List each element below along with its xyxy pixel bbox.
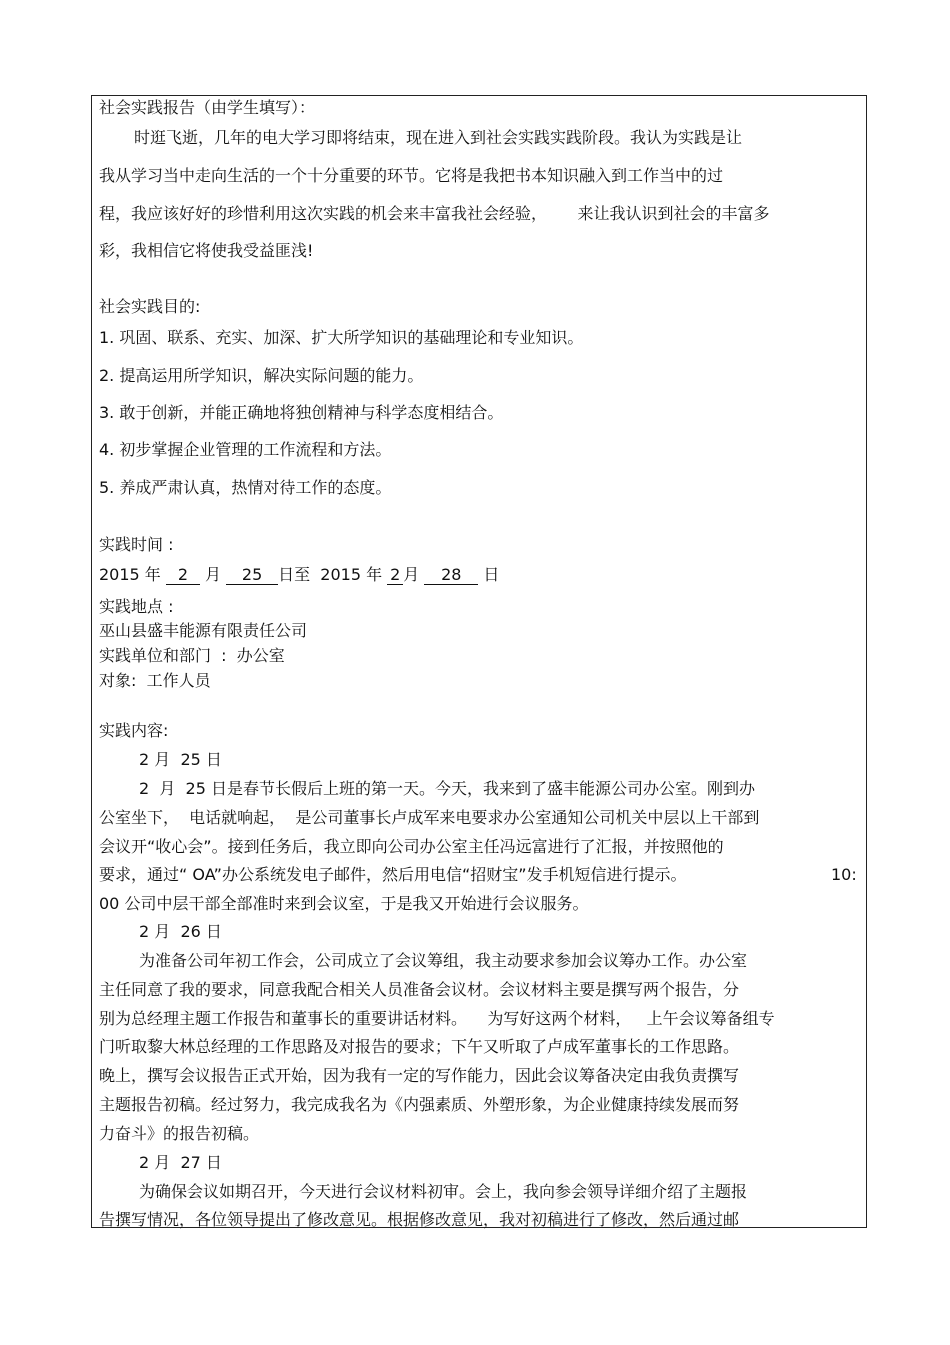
day-label: 日 (483, 565, 500, 584)
day3-title: 2 月 27 日 (139, 1153, 222, 1172)
end-month: 2 (387, 566, 403, 585)
goal-item: 4. 初步掌握企业管理的工作流程和方法。 (99, 440, 392, 459)
content-title: 实践内容: (99, 721, 169, 740)
goal-item: 5. 养成严肃认真，热情对待工作的态度。 (99, 478, 392, 497)
place-title: 实践地点 : (99, 597, 174, 616)
day1-line: 公室坐下， 电话就响起， 是公司董事长卢成军来电要求办公室通知公司机关中层以上干部到 (99, 808, 760, 827)
day3-line: 为确保会议如期召开，今天进行会议材料初审。会上，我向参会领导详细介绍了主题报 (139, 1182, 748, 1201)
intro-line: 程，我应该好好的珍惜利用这次实践的机会来丰富我社会经验， 来让我认识到社会的丰富多 (99, 204, 770, 223)
day2-line: 为准备公司年初工作会，公司成立了会议筹组，我主动要求参加会议筹办工作。办公室 (139, 951, 748, 970)
day2-title: 2 月 26 日 (139, 922, 222, 941)
day3-line: 告撰写情况，各位领导提出了修改意见。根据修改意见，我对初稿进行了修改，然后通过邮 (99, 1210, 740, 1229)
intro-line: 我从学习当中走向生活的一个十分重要的环节。它将是我把书本知识融入到工作当中的过 (99, 166, 724, 185)
place-value: 巫山县盛丰能源有限责任公司 (99, 621, 308, 640)
day1-line: 会议开“收心会”。接到任务后，我立即向公司办公室主任冯远富进行了汇报，并按照他的 (99, 837, 724, 856)
day2-line: 主任同意了我的要求，同意我配合相关人员准备会议材。会议材料主要是撰写两个报告，分 (99, 980, 740, 999)
day1-line: 2 月 25 日是春节长假后上班的第一天。今天，我来到了盛丰能源公司办公室。刚到办 (139, 779, 755, 798)
day1-title: 2 月 25 日 (139, 750, 222, 769)
target-line: 对象: 工作人员 (99, 671, 211, 690)
intro-line: 彩，我相信它将使我受益匪浅! (99, 241, 314, 260)
to-label: 日至 2015 年 (278, 565, 383, 584)
time-range (99, 565, 499, 585)
end-month-label: 月 (403, 565, 420, 584)
start-day: 25 (226, 566, 278, 585)
day1-line: 00 公司中层干部全部准时来到会议室，于是我又开始进行会议服务。 (99, 894, 589, 913)
goal-item: 2. 提高运用所学知识，解决实际问题的能力。 (99, 366, 424, 385)
start-year: 2015 年 (99, 565, 161, 584)
day2-line: 门听取黎大林总经理的工作思路及对报告的要求；下午又听取了卢成军董事长的工作思路。 (99, 1037, 740, 1056)
day2-line: 力奋斗》的报告初稿。 (99, 1124, 260, 1143)
intro-line: 时逛飞逝，几年的电大学习即将结束，现在进入到社会实践实践阶段。我认为实践是让 (134, 128, 743, 147)
report-header: 社会实践报告（由学生填写）： (99, 98, 316, 117)
day1-line: 要求，通过“ OA”办公系统发电子邮件，然后用电信“招财宝”发手机短信进行提示。 (99, 865, 687, 884)
day1-time-tail: 10: (831, 865, 857, 884)
month-label: 月 (205, 565, 222, 584)
unit-line: 实践单位和部门 : 办公室 (99, 646, 285, 665)
day2-line: 别为总经理主题工作报告和董事长的重要讲话材料。 为写好这两个材料， 上午会议筹备组专 (99, 1009, 775, 1028)
goal-item: 1. 巩固、联系、充实、加深、扩大所学知识的基础理论和专业知识。 (99, 328, 584, 347)
time-title: 实践时间 : (99, 535, 174, 554)
start-month: 2 (166, 566, 200, 585)
goals-title: 社会实践目的: (99, 297, 201, 316)
day2-line: 晚上，撰写会议报告正式开始，因为我有一定的写作能力，因此会议筹备决定由我负责撰写 (99, 1066, 740, 1085)
end-day: 28 (424, 566, 478, 585)
goal-item: 3. 敢于创新，并能正确地将独创精神与科学态度相结合。 (99, 403, 504, 422)
day2-line: 主题报告初稿。经过努力，我完成我名为《内强素质、外塑形象，为企业健康持续发展而努 (99, 1095, 740, 1114)
